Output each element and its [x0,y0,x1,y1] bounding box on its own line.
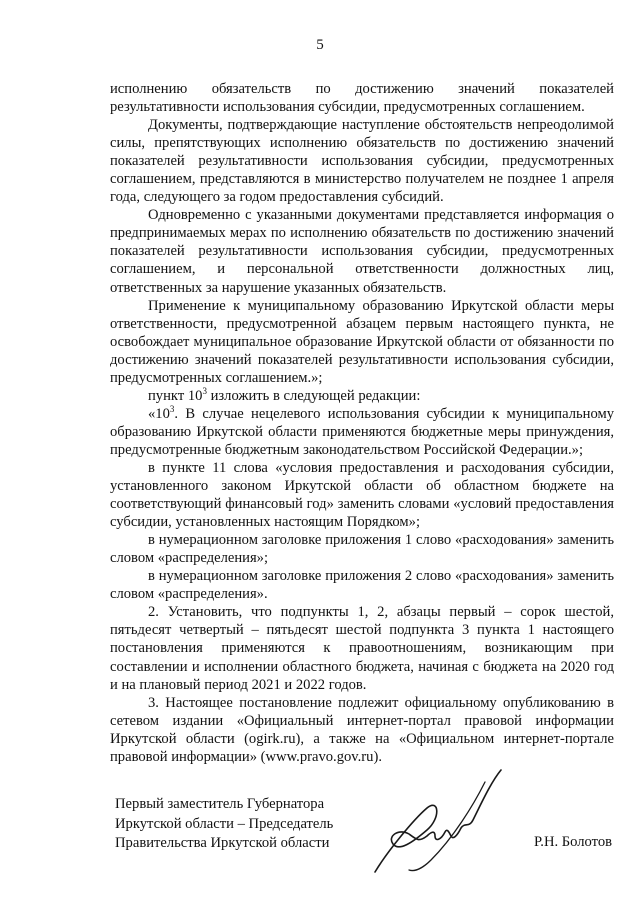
paragraph-point-11: в пункте 11 слова «условия предоставления и расходования субсидии, установленного законом Иркутской области об областном бюджете на соответствующий финансовый год» заменить словами «условий предоставления субсидии, установленных настоящим Порядком»; [110,459,614,531]
point-10-3-quote-text: . В случае нецелевого использования субсидии к муниципальному образованию Иркутской области применяются бюджетные меры принуждения, предусмотренные бюджетным законодательством Российской Федерации.»; [110,405,614,458]
point-10-3-quote-superscript: 3 [169,403,175,414]
paragraph-1-line-2: результативности использования субсидии, предусмотренных соглашением. [110,99,585,116]
page-number: 5 [316,37,324,53]
paragraph-section-2: 2. Установить, что подпункты 1, 2, абзацы первый – сорок шестой, пятьдесят четвертый – пятьдесят шестой подпункта 3 пункта 1 настоящего постановления применяются к правоотношениям, возникающим при составлении и исполнении областного бюджета, начиная с бюджета на 2020 год и на плановый период 2021 и 2022 годов. [110,604,614,693]
point-10-3-quote-prefix: «10 [148,405,170,422]
point-10-3-suffix: изложить в следующей редакции: [206,387,421,404]
paragraph-point-10-3-text [110,405,614,459]
signatory-title-line-1: Первый заместитель Губернатора [115,796,325,812]
signatory-title-line-3: Правительства Иркутской области [115,835,330,851]
paragraph-responsibility: Применение к муниципальному образованию Иркутской области меры ответственности, предусмотренной абзацем первым настоящего пункта, не освобождает муниципальное образование Иркутской области от обязанности по достижению значений показателей результативности использования субсидии, предусмотренных соглашением.»; [110,297,614,386]
paragraph-section-3: 3. Настоящее постановление подлежит официальному опубликованию в сетевом издании «Официальный интернет-портал правовой информации Иркутской области (ogirk.ru), а также на «Официальном интернет-портале правовой информации» (www.pravo.gov.ru). [110,694,614,765]
handwritten-signature [335,760,510,875]
paragraph-point-10-3-intro [110,387,614,405]
point-10-3-prefix: пункт 10 [148,387,203,404]
signatory-title [115,795,333,854]
document-body [110,80,614,766]
paragraph-appendix-2-heading: в нумерационном заголовке приложения 2 слово «расходования» заменить словом «распределения». [110,568,614,603]
paragraph-1-line-1: исполнению обязательств по достижению значений показателей [110,81,614,97]
signatory-name: Р.Н. Болотов [534,834,613,850]
point-10-3-superscript: 3 [202,385,207,396]
paragraph-appendix-1-heading: в нумерационном заголовке приложения 1 слово «расходования» заменить словом «распределения»; [110,532,614,567]
paragraph-force-majeure-documents: Документы, подтверждающие наступление обстоятельств непреодолимой силы, препятствующих исполнению обязательств по достижению значений показателей результативности использования субсидии, предусмотренных соглашением, представляются в министерство получателем не позднее 1 апреля года, следующего за годом предоставления субсидий. [110,117,614,206]
paragraph-measures-information: Одновременно с указанными документами представляется информация о предпринимаемых мерах по исполнению обязательств по достижению значений показателей результативности использования субсидии, предусмотренных соглашением, и персональной ответственности должностных лиц, ответственных за нарушение указанных обязательств. [110,207,614,296]
signatory-title-line-2: Иркутской области – Председатель [115,815,334,832]
